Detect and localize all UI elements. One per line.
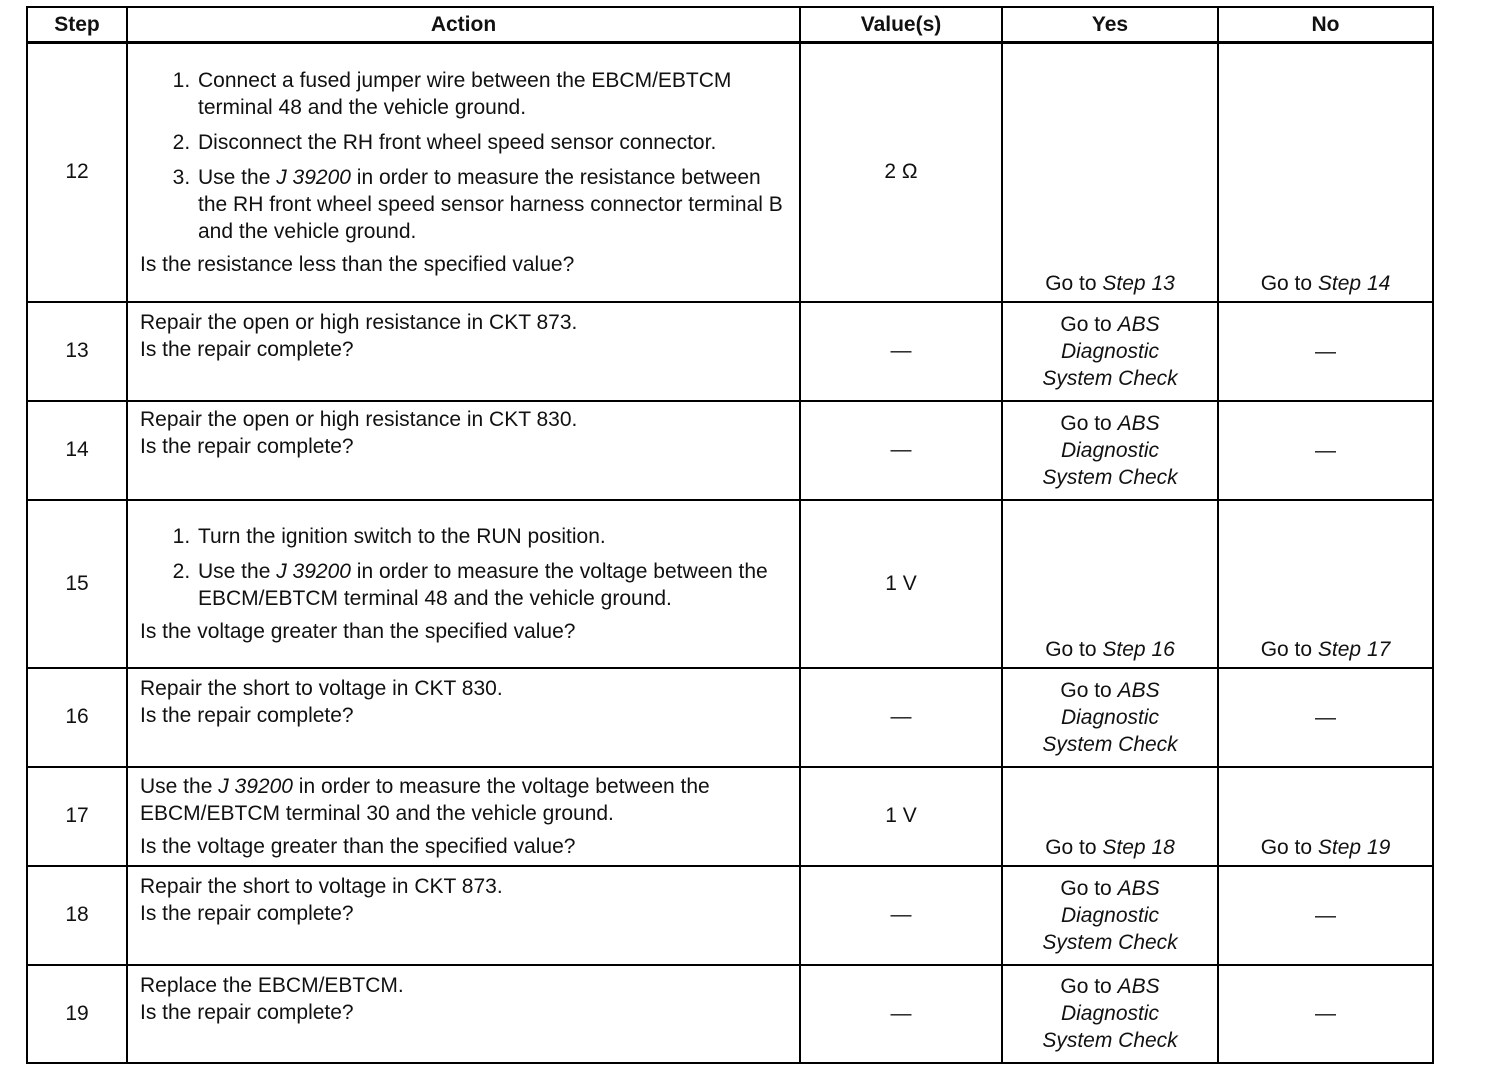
action-cell: [127, 43, 800, 302]
step-number: 14: [27, 401, 127, 500]
tool-ref: J 39200: [276, 559, 351, 583]
action-item: 2. Disconnect the RH front wheel speed sensor connector.: [196, 129, 789, 156]
action-question: Is the resistance less than the specified value?: [140, 252, 575, 276]
action-item: 1. Connect a fused jumper wire between the EBCM/EBTCM terminal 48 and the vehicle ground.: [196, 67, 789, 121]
step-ref: Step 16: [1102, 637, 1175, 661]
table-row: [27, 43, 1433, 302]
action-item: 1. Turn the ignition switch to the RUN position.: [196, 523, 789, 550]
yes-cell: Go to Step 13: [1002, 43, 1218, 302]
header-row: [27, 7, 1433, 43]
yes-cell: Go to ABS Diagnostic System Check: [1002, 866, 1218, 965]
no-cell: Go to Step 17: [1218, 500, 1433, 668]
value-cell: —: [800, 668, 1002, 767]
action-cell: Use the J 39200 in order to measure the voltage between the EBCM/EBTCM terminal 30 and the vehicle ground. Is the voltage greater than the specified value?: [127, 767, 800, 866]
step-ref: Step 13: [1102, 271, 1175, 295]
no-cell: —: [1218, 302, 1433, 401]
diagnostic-table: [26, 6, 1434, 1064]
header-step: Step: [27, 7, 127, 43]
table-row: [27, 401, 1433, 500]
table-row: [27, 767, 1433, 866]
action-cell: Repair the open or high resistance in CKT 830. Is the repair complete?: [127, 401, 800, 500]
step-ref: Step 19: [1317, 835, 1391, 859]
no-cell: —: [1218, 668, 1433, 767]
yes-cell: Go to ABS Diagnostic System Check: [1002, 302, 1218, 401]
no-cell: Go to Step 19: [1218, 767, 1433, 866]
table-row: [27, 500, 1433, 668]
step-number: 17: [27, 767, 127, 866]
step-number: 19: [27, 965, 127, 1063]
action-cell: Repair the short to voltage in CKT 873. Is the repair complete?: [127, 866, 800, 965]
header-yes: Yes: [1002, 7, 1218, 43]
value-cell: —: [800, 302, 1002, 401]
action-cell: [127, 500, 800, 668]
action-question: Is the voltage greater than the specified value?: [140, 619, 576, 643]
step-ref: Step 14: [1317, 271, 1391, 295]
step-number: 15: [27, 500, 127, 668]
no-cell: —: [1218, 965, 1433, 1063]
action-item: 3. Use the J 39200 in order to measure the resistance between the RH front wheel speed sensor harness connector terminal B and the vehicle ground.: [196, 164, 789, 245]
no-cell: —: [1218, 401, 1433, 500]
action-question: Is the voltage greater than the specified value?: [140, 834, 576, 858]
step-number: 16: [27, 668, 127, 767]
step-ref: Step 18: [1102, 835, 1175, 859]
action-cell: Replace the EBCM/EBTCM. Is the repair complete?: [127, 965, 800, 1063]
step-number: 18: [27, 866, 127, 965]
value-cell: 2 Ω: [800, 43, 1002, 302]
step-number: 13: [27, 302, 127, 401]
header-action: Action: [127, 7, 800, 43]
table-row: [27, 866, 1433, 965]
value-cell: —: [800, 965, 1002, 1063]
step-ref: Step 17: [1317, 637, 1391, 661]
tool-ref: J 39200: [276, 165, 351, 189]
yes-cell: Go to Step 16: [1002, 500, 1218, 668]
action-cell: Repair the open or high resistance in CKT 873. Is the repair complete?: [127, 302, 800, 401]
action-cell: Repair the short to voltage in CKT 830. Is the repair complete?: [127, 668, 800, 767]
header-no: No: [1218, 7, 1433, 43]
step-number: 12: [27, 43, 127, 302]
yes-cell: Go to ABS Diagnostic System Check: [1002, 965, 1218, 1063]
yes-cell: Go to ABS Diagnostic System Check: [1002, 401, 1218, 500]
value-cell: 1 V: [800, 500, 1002, 668]
tool-ref: J 39200: [218, 774, 293, 798]
table-row: [27, 965, 1433, 1063]
value-cell: —: [800, 866, 1002, 965]
no-cell: —: [1218, 866, 1433, 965]
table-row: [27, 668, 1433, 767]
action-item: 2. Use the J 39200 in order to measure the voltage between the EBCM/EBTCM terminal 48 and the vehicle ground.: [196, 558, 789, 612]
table-row: [27, 302, 1433, 401]
value-cell: —: [800, 401, 1002, 500]
header-values: Value(s): [800, 7, 1002, 43]
no-cell: Go to Step 14: [1218, 43, 1433, 302]
yes-cell: Go to Step 18: [1002, 767, 1218, 866]
yes-cell: Go to ABS Diagnostic System Check: [1002, 668, 1218, 767]
value-cell: 1 V: [800, 767, 1002, 866]
